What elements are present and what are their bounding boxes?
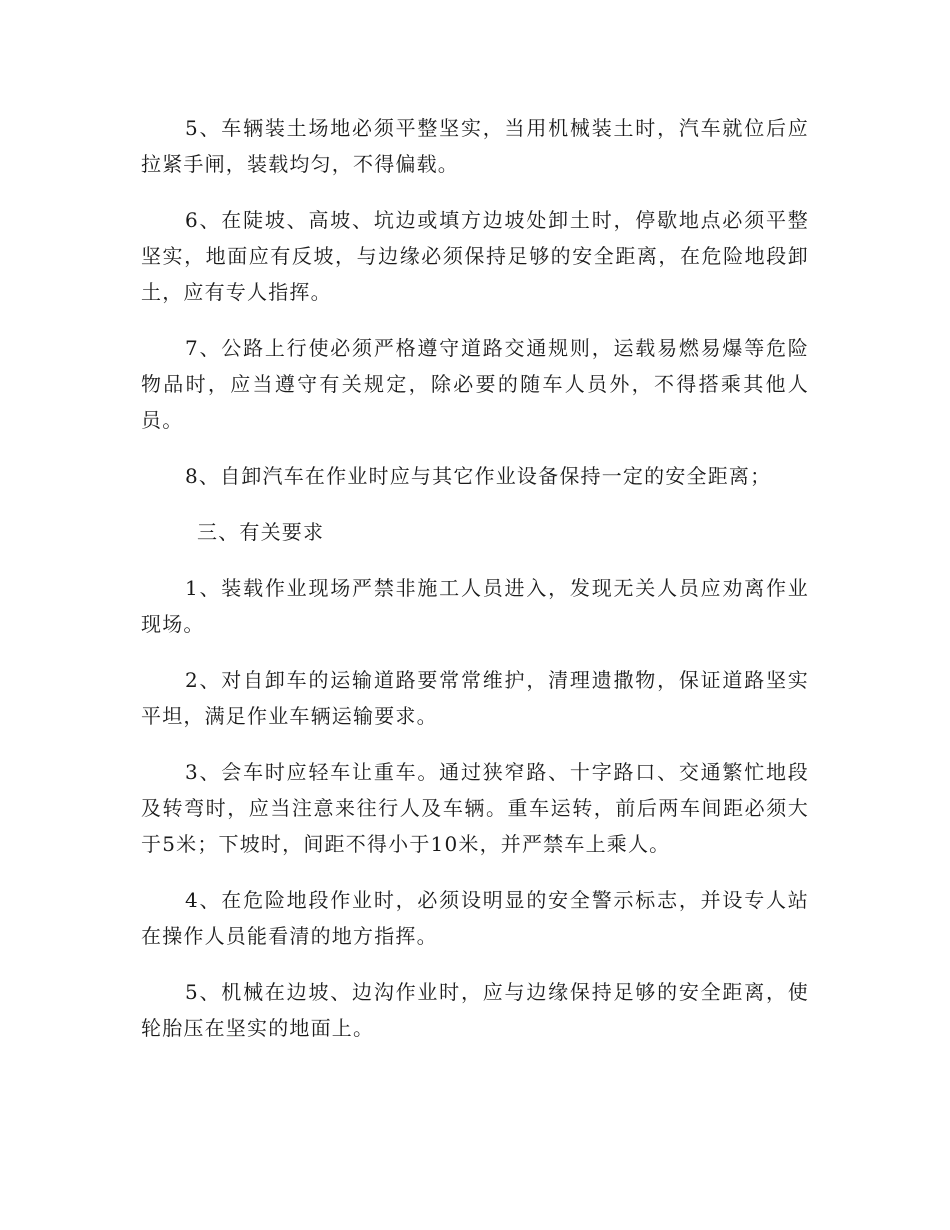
paragraph-req-2-road-maintenance: 2、对自卸车的运输道路要常常维护，清理遗撒物，保证道路坚实平坦，满足作业车辆运输要求。 bbox=[141, 668, 809, 728]
paragraph-req-3-passing-vehicles: 3、会车时应轻车让重车。通过狭窄路、十字路口、交通繁忙地段及转弯时，应当注意来往行人及车辆。重车运转，前后两车间距必须大于5米；下坡时，间距不得小于10米，并严禁车上乘人。 bbox=[141, 760, 809, 856]
document-page bbox=[141, 110, 809, 1066]
section-heading-requirements: 三、有关要求 bbox=[197, 520, 325, 544]
paragraph-item-5-loading-site: 5、车辆装土场地必须平整坚实，当用机械装土时，汽车就位后应拉紧手闸，装载均匀，不得偏载。 bbox=[141, 116, 809, 176]
paragraph-item-6-unloading-slope: 6、在陡坡、高坡、坑边或填方边坡处卸土时，停歇地点必须平整坚实，地面应有反坡，与边缘必须保持足够的安全距离，在危险地段卸土，应有专人指挥。 bbox=[141, 208, 809, 304]
paragraph-item-8-safe-distance: 8、自卸汽车在作业时应与其它作业设备保持一定的安全距离； bbox=[185, 464, 772, 488]
paragraph-req-1-site-access: 1、装载作业现场严禁非施工人员进入，发现无关人员应劝离作业现场。 bbox=[141, 576, 809, 636]
paragraph-req-4-danger-zone: 4、在危险地段作业时，必须设明显的安全警示标志，并设专人站在操作人员能看清的地方指挥。 bbox=[141, 888, 809, 948]
paragraph-item-7-road-rules: 7、公路上行使必须严格遵守道路交通规则，运载易燃易爆等危险物品时，应当遵守有关规定，除必要的随车人员外，不得搭乘其他人员。 bbox=[141, 336, 809, 432]
paragraph-req-5-edge-work: 5、机械在边坡、边沟作业时，应与边缘保持足够的安全距离，使轮胎压在坚实的地面上。 bbox=[141, 980, 809, 1040]
